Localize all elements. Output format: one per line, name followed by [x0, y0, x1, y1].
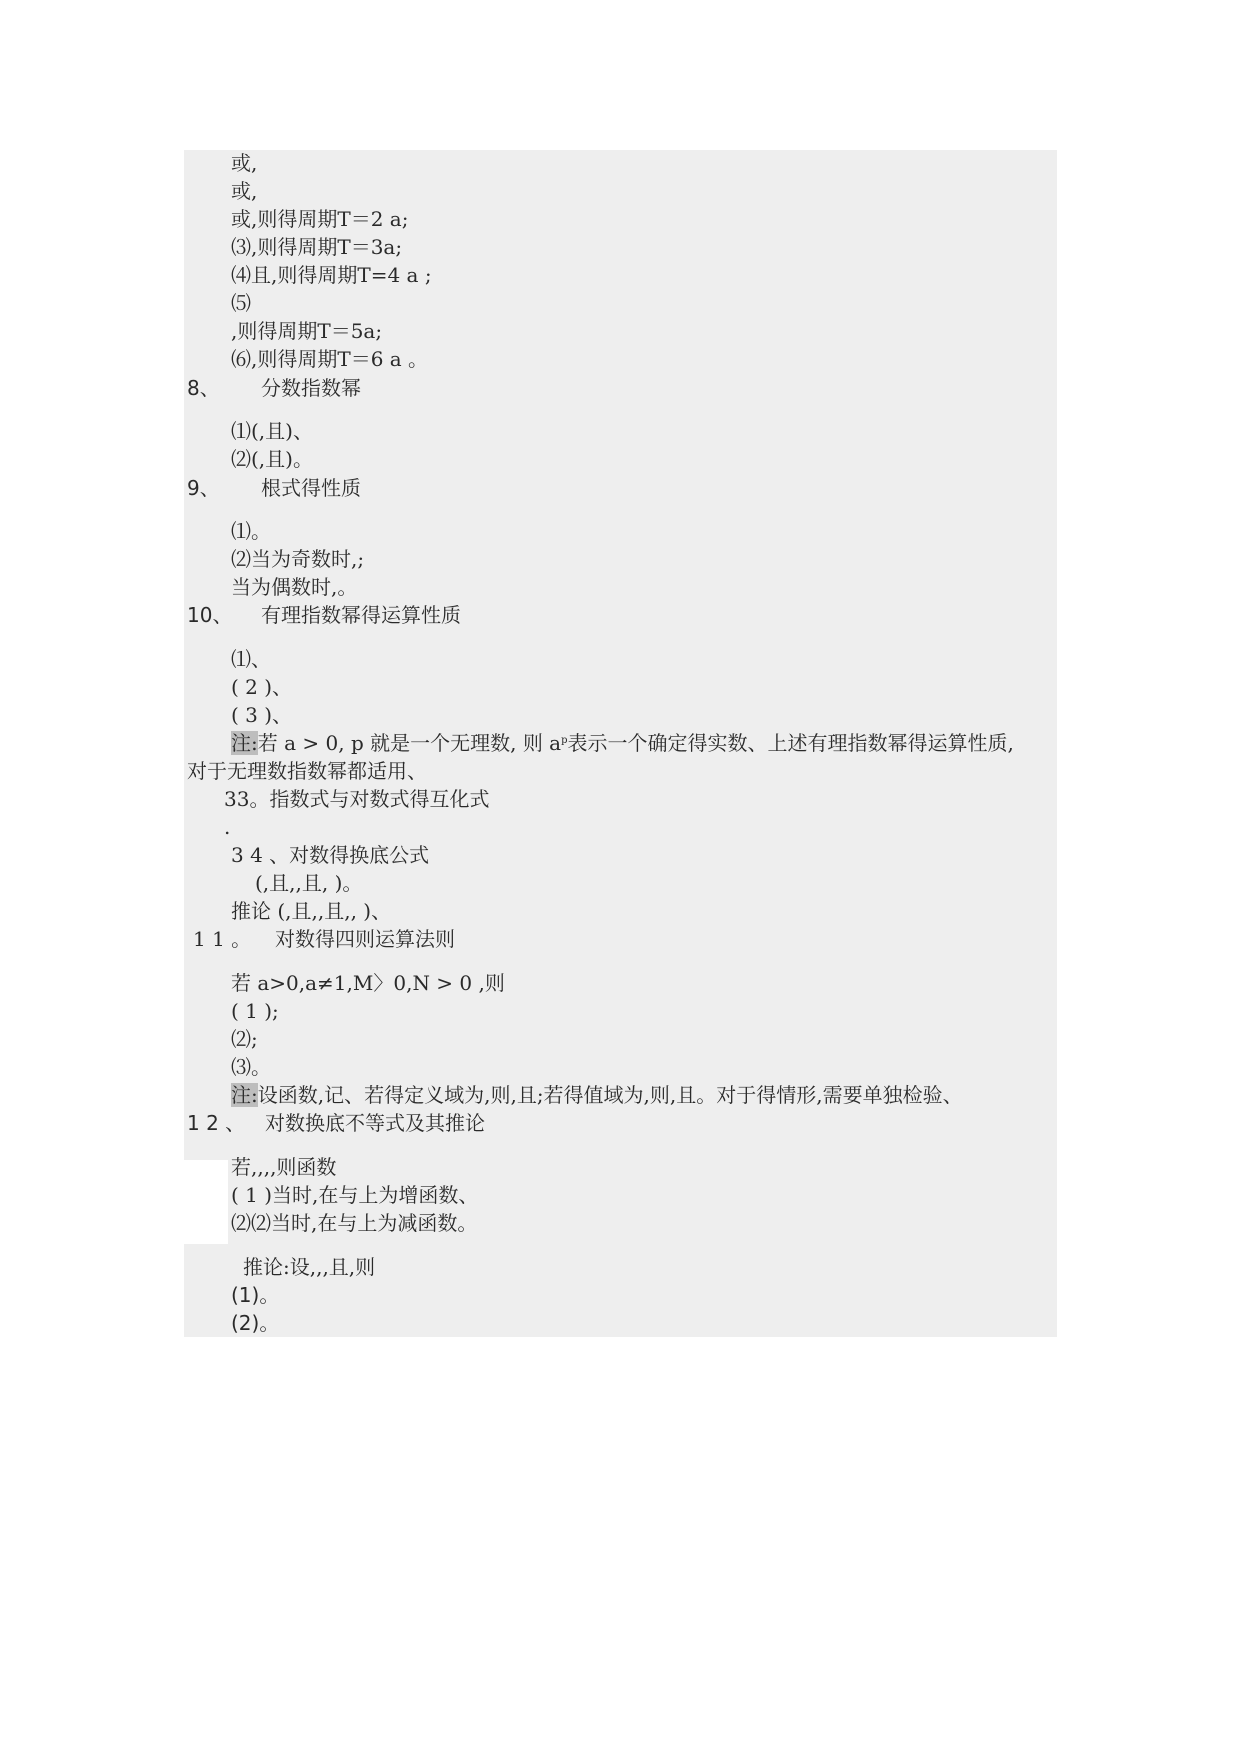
- text-line: .: [224, 815, 231, 839]
- note-label: 注:: [231, 1083, 258, 1107]
- text-line: 若,,,,则函数: [231, 1155, 337, 1179]
- section-number: 1 1 。: [193, 927, 252, 951]
- text-line: (2)。: [231, 1311, 280, 1335]
- text-line: ( 3 )、: [231, 703, 293, 727]
- text-line: ⑴、: [231, 647, 271, 671]
- note-label: 注:: [231, 731, 258, 755]
- text-line: 若 a>0,a≠1,M〉0,N > 0 ,则: [231, 971, 505, 995]
- text-line: 或,则得周期T＝2 a;: [231, 207, 409, 231]
- text-line: 当为偶数时,。: [231, 575, 358, 599]
- text-line: ⑵;: [231, 1027, 258, 1051]
- section-title: 对数得四则运算法则: [275, 927, 455, 951]
- exponent: p: [561, 735, 568, 746]
- section-heading: [193, 925, 455, 953]
- text-line: ⑹,则得周期T＝6 a 。: [231, 347, 429, 371]
- text-line: 推论:设,,,且,则: [243, 1255, 376, 1279]
- section-number: 8、: [187, 376, 220, 400]
- text-line: 33。指数式与对数式得互化式: [224, 787, 490, 811]
- section-heading: [187, 601, 461, 629]
- text-line: 对于无理数指数幂都适用、: [187, 759, 427, 783]
- section-title: 有理指数幂得运算性质: [261, 603, 461, 627]
- note-text: 设函数,记、若得定义域为,则,且;若得值域为,则,且。对于得情形,需要单独检验、: [257, 1083, 963, 1107]
- note-line: [231, 1081, 963, 1109]
- text-line: ⑶,则得周期T＝3a;: [231, 235, 403, 259]
- note-text: 若 a > 0, p 就是一个无理数, 则 a: [257, 731, 562, 755]
- text-line: ⑵⑵当时,在与上为减函数。: [231, 1211, 478, 1235]
- text-line: 3 4 、对数得换底公式: [231, 843, 430, 867]
- text-line: 或,: [231, 179, 258, 203]
- note-line: [231, 729, 1014, 757]
- text-line: ⑴(,且)、: [231, 419, 313, 443]
- text-line: (1)。: [231, 1283, 280, 1307]
- panel-notch: [184, 1160, 228, 1244]
- text-line: ⑸: [231, 291, 251, 315]
- section-number: 1 2 、: [187, 1111, 246, 1135]
- section-number: 9、: [187, 476, 220, 500]
- text-line: (,且,,且, )。: [255, 871, 363, 895]
- text-line: ⑶。: [231, 1055, 271, 1079]
- section-heading: [187, 1109, 485, 1137]
- text-line: ( 2 )、: [231, 675, 293, 699]
- section-number: 10、: [187, 603, 233, 627]
- section-heading: [187, 374, 361, 402]
- text-line: ⑷且,则得周期T=4 a ;: [231, 263, 432, 287]
- section-heading: [187, 474, 361, 502]
- section-title: 根式得性质: [261, 476, 361, 500]
- text-line: 或,: [231, 151, 258, 175]
- text-line: ⑴。: [231, 519, 271, 543]
- section-title: 分数指数幂: [261, 376, 361, 400]
- text-line: ,则得周期T＝5a;: [231, 319, 383, 343]
- text-line: ( 1 );: [231, 999, 279, 1023]
- text-line: ( 1 )当时,在与上为增函数、: [231, 1183, 479, 1207]
- text-line: ⑵(,且)。: [231, 447, 313, 471]
- note-text-cont: 表示一个确定得实数、上述有理指数幂得运算性质,: [567, 731, 1014, 755]
- text-line: 推论 (,且,,且,, )、: [231, 899, 392, 923]
- section-title: 对数换底不等式及其推论: [265, 1111, 485, 1135]
- text-line: ⑵当为奇数时,;: [231, 547, 365, 571]
